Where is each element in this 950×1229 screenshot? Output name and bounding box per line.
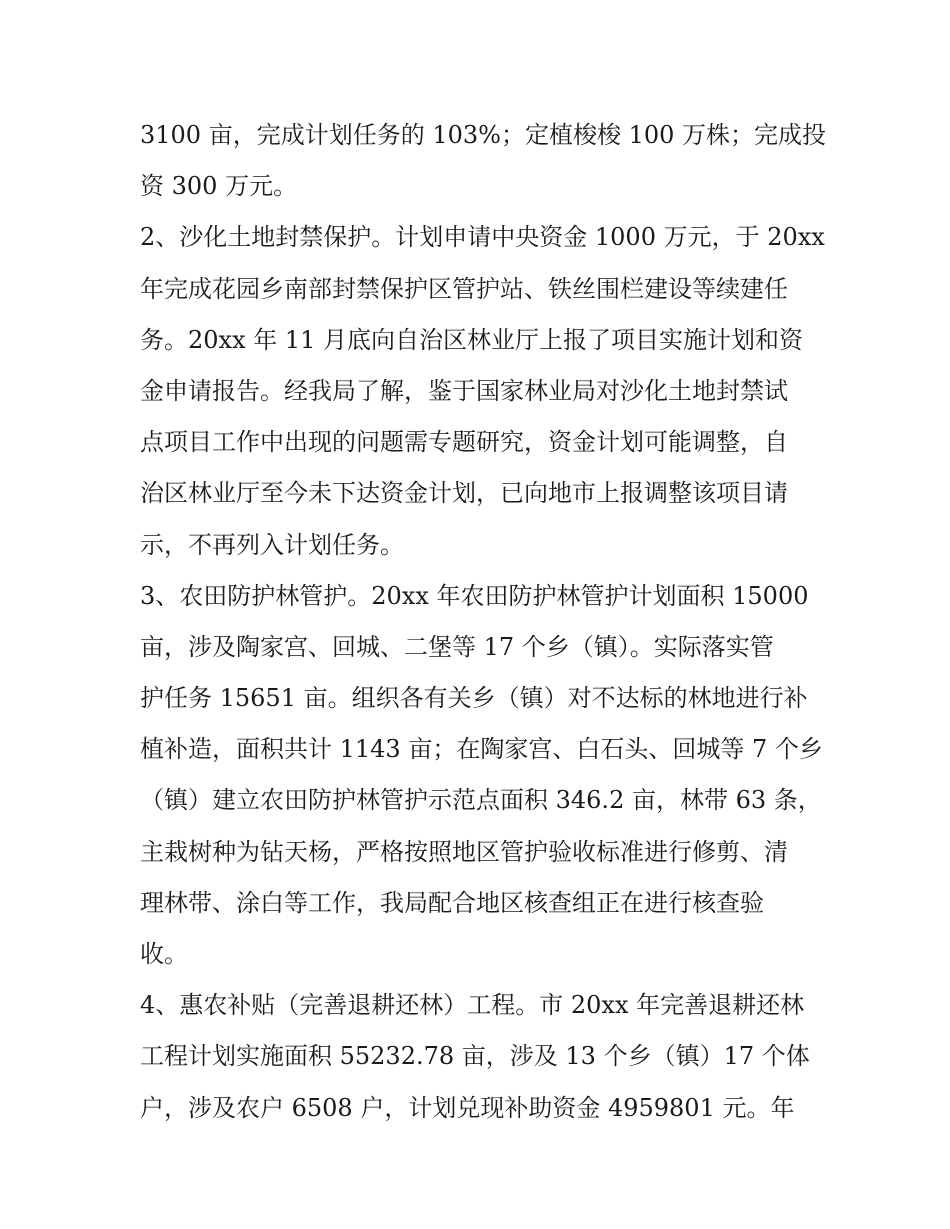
text-line: （镇）建立农田防护林管护示范点面积 346.2 亩，林带 63 条， — [140, 786, 822, 815]
text-line: 3100 亩，完成计划任务的 103%；定植梭梭 100 万株；完成投 — [140, 121, 827, 149]
text-line: 护任务 15651 亩。组织各有关乡（镇）对不达标的林地进行补 — [140, 684, 808, 713]
text-line: 2、沙化土地封禁保护。计划申请中央资金 1000 万元，于 20xx — [140, 223, 825, 252]
text-line: 务。20xx 年 11 月底向自治区林业厅上报了项目实施计划和资 — [140, 325, 804, 354]
text-line: 亩，涉及陶家宫、回城、二堡等 17 个乡（镇）。实际落实管 — [140, 632, 774, 661]
text-line: 4、惠农补贴（完善退耕还林）工程。市 20xx 年完善退耕还林 — [140, 991, 805, 1020]
text-line: 理林带、涂白等工作，我局配合地区核查组正在进行核查验 — [140, 888, 764, 917]
text-line: 植补造，面积共计 1143 亩；在陶家宫、白石头、回城等 7 个乡 — [140, 735, 823, 764]
text-line: 3、农田防护林管护。20xx 年农田防护林管护计划面积 15000 — [140, 581, 809, 610]
text-line: 年完成花园乡南部封禁保护区管护站、铁丝围栏建设等续建任 — [140, 274, 788, 303]
text-line: 户，涉及农户 6508 户，计划兑现补助资金 4959801 元。年 — [140, 1093, 795, 1122]
text-line: 主栽树种为钻天杨，严格按照地区管护验收标准进行修剪、清 — [140, 837, 788, 866]
text-line: 工程计划实施面积 55232.78 亩，涉及 13 个乡（镇）17 个体 — [140, 1042, 810, 1071]
text-line: 示，不再列入计划任务。 — [140, 530, 404, 559]
text-line: 点项目工作中出现的问题需专题研究，资金计划可能调整，自 — [140, 428, 788, 457]
text-line: 收。 — [140, 940, 188, 968]
document-body — [140, 110, 827, 1134]
text-line: 资 300 万元。 — [140, 172, 298, 201]
text-line: 金申请报告。经我局了解，鉴于国家林业局对沙化土地封禁试 — [140, 376, 788, 405]
text-line: 治区林业厅至今未下达资金计划，已向地市上报调整该项目请 — [140, 479, 788, 508]
